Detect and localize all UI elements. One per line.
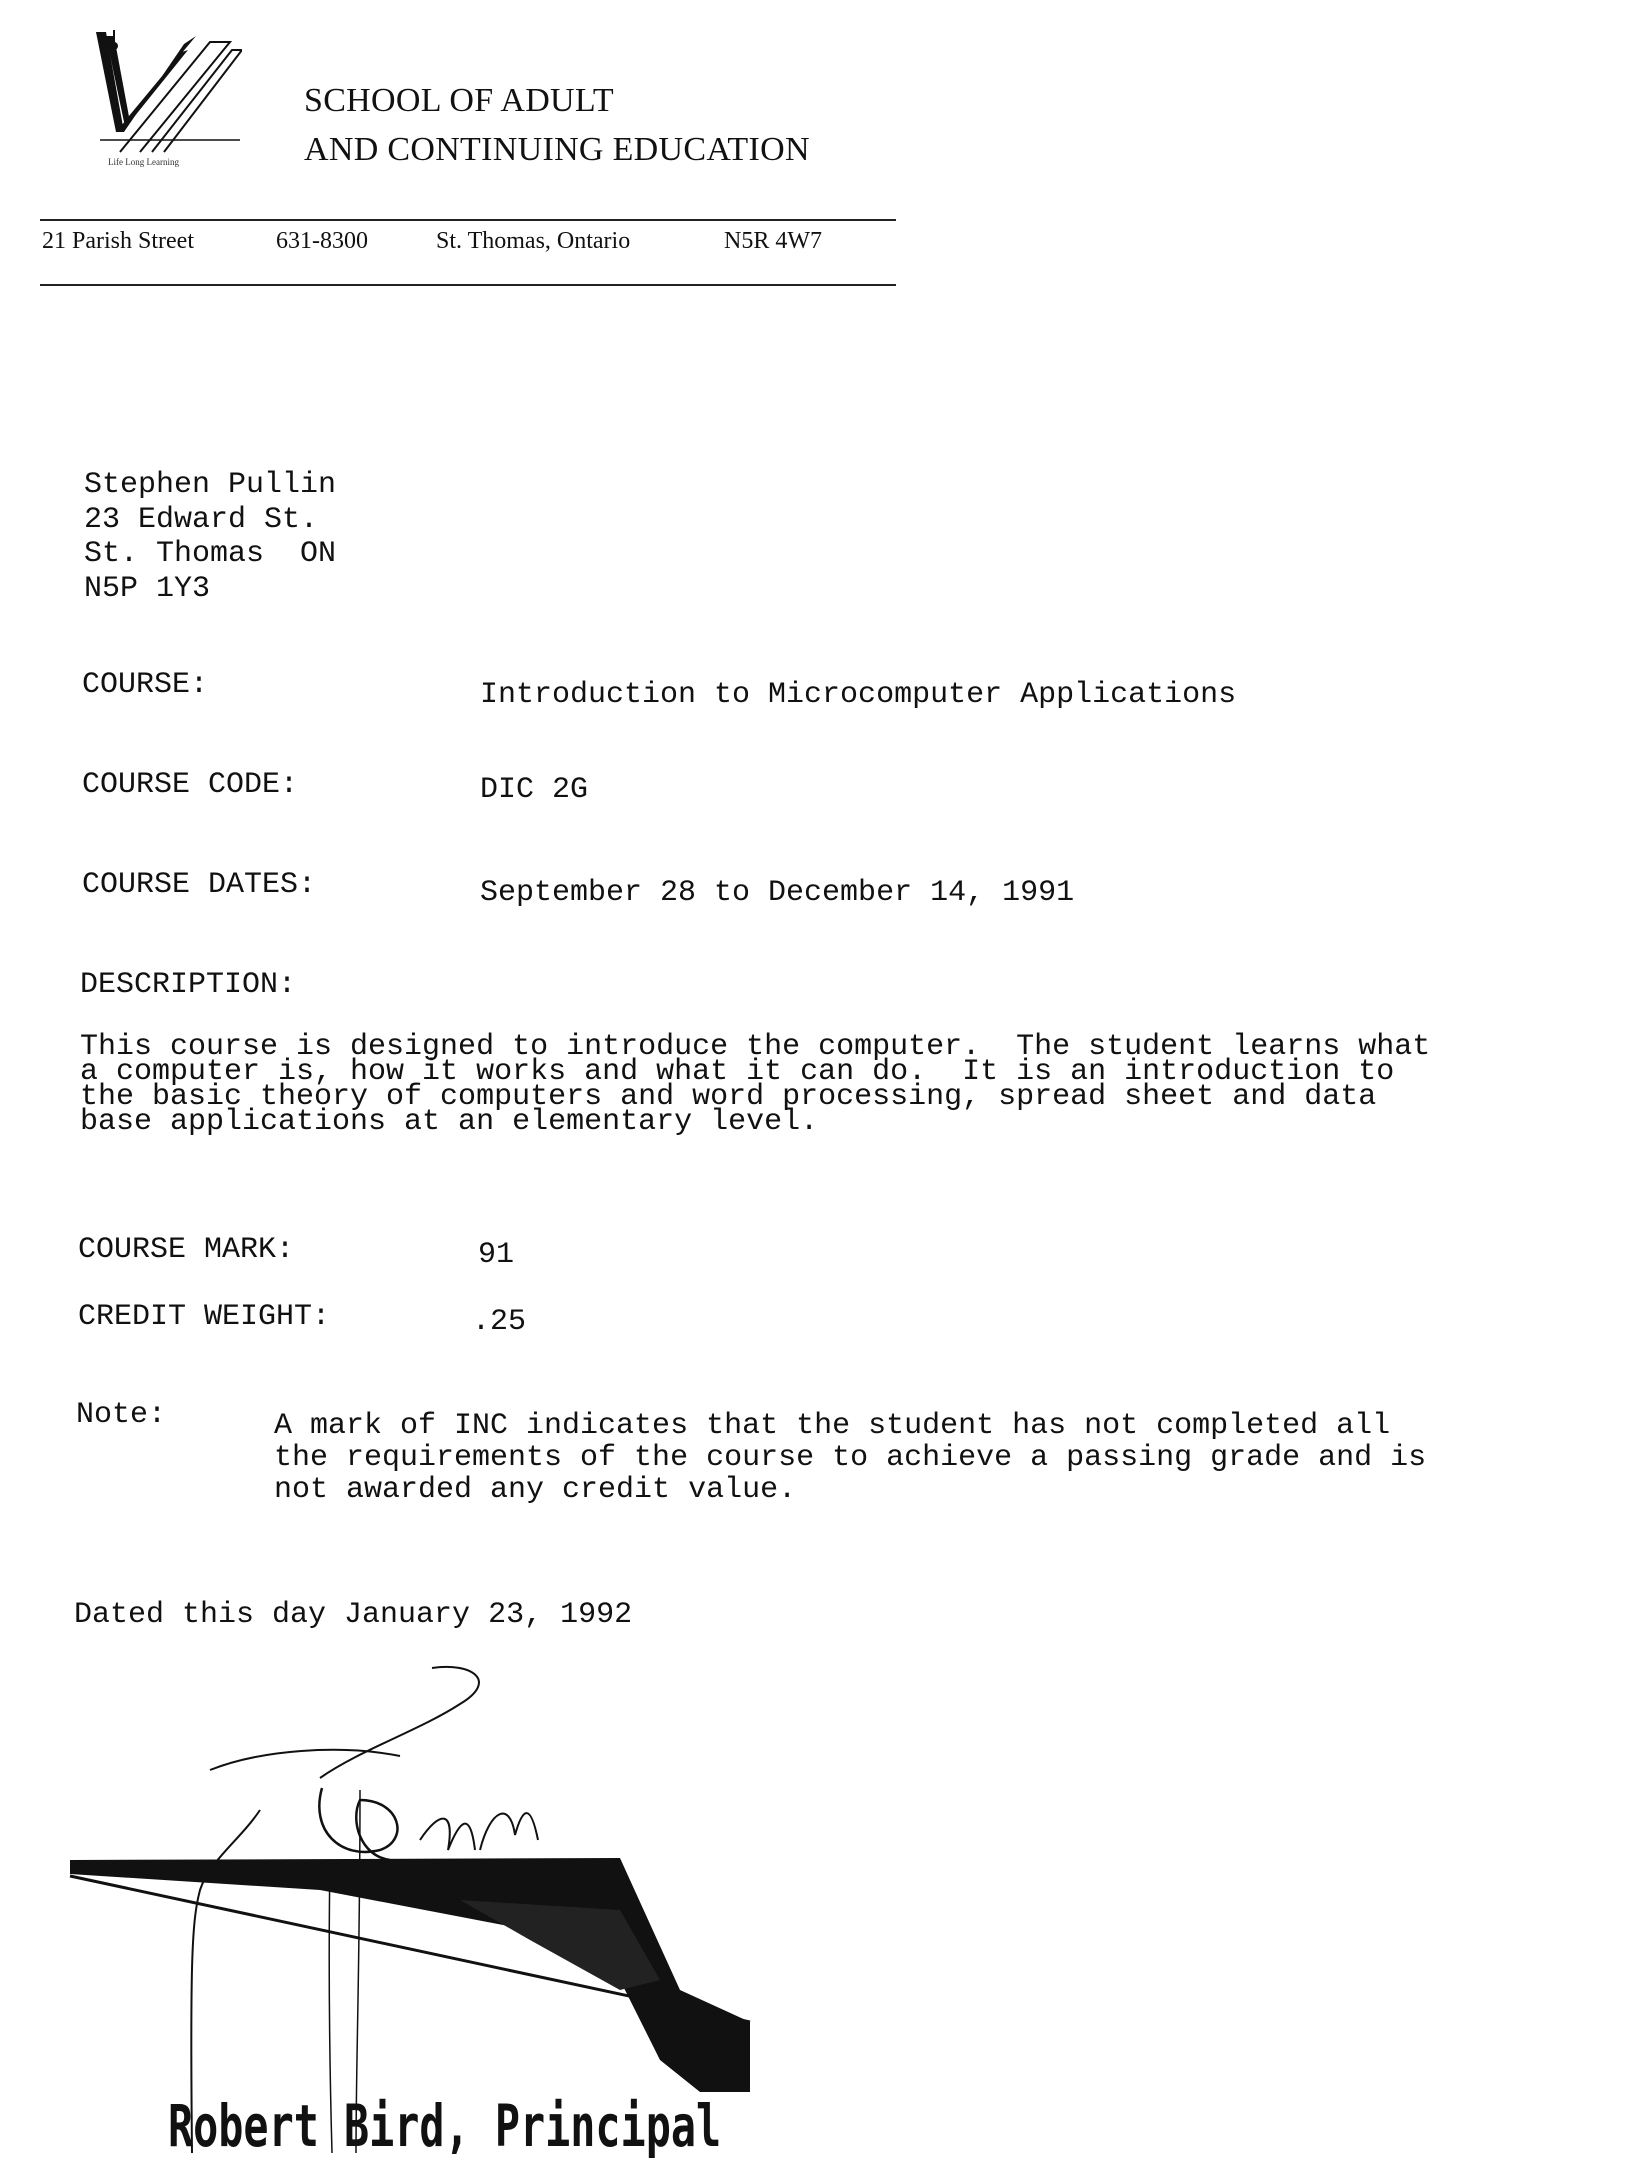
course-dates-label: COURSE DATES: xyxy=(82,868,317,902)
school-name-line1: SCHOOL OF ADULT xyxy=(304,82,614,119)
course-mark-value: 91 xyxy=(478,1238,515,1272)
school-phone: 631-8300 xyxy=(276,228,368,254)
credit-weight-label: CREDIT WEIGHT: xyxy=(78,1300,331,1334)
course-mark-label: COURSE MARK: xyxy=(78,1233,295,1267)
school-street: 21 Parish Street xyxy=(42,228,194,254)
school-city: St. Thomas, Ontario xyxy=(436,228,631,254)
note-label: Note: xyxy=(76,1398,167,1432)
course-dates-value: September 28 to December 14, 1991 xyxy=(480,876,1075,910)
dated-line: Dated this day January 23, 1992 xyxy=(74,1598,633,1632)
description-text: This course is designed to introduce the computer. The student learns what a computer is, how it works and what it can do. It is an introduction to the basic theory of computers and word processing, spread sheet and data base applications at an elementary level. xyxy=(80,1030,1431,1139)
course-code-value: DIC 2G xyxy=(480,773,589,807)
letterhead-rule-bottom xyxy=(40,284,896,286)
course-code-label: COURSE CODE: xyxy=(82,768,299,802)
logo-caption: Life Long Learning xyxy=(108,157,179,167)
course-value: Introduction to Microcomputer Applications xyxy=(480,678,1237,712)
school-logo xyxy=(92,22,242,172)
course-label: COURSE: xyxy=(82,668,209,702)
school-postal-code: N5R 4W7 xyxy=(724,228,822,254)
description-label: DESCRIPTION: xyxy=(80,968,297,1002)
credit-weight-value: .25 xyxy=(472,1305,527,1339)
letterhead-rule-top xyxy=(40,219,896,221)
signature-image xyxy=(60,1660,760,2153)
signature-printed-name: Robert Bird, Principal xyxy=(168,2092,722,2160)
recipient-address: Stephen Pullin 23 Edward St. St. Thomas ON N5P 1Y3 xyxy=(84,468,337,606)
school-name-line2: AND CONTINUING EDUCATION xyxy=(304,131,810,168)
note-text: A mark of INC indicates that the student has not completed all the requirements of the course to achieve a passing grade and is not awarded any credit value. xyxy=(274,1409,1427,1507)
